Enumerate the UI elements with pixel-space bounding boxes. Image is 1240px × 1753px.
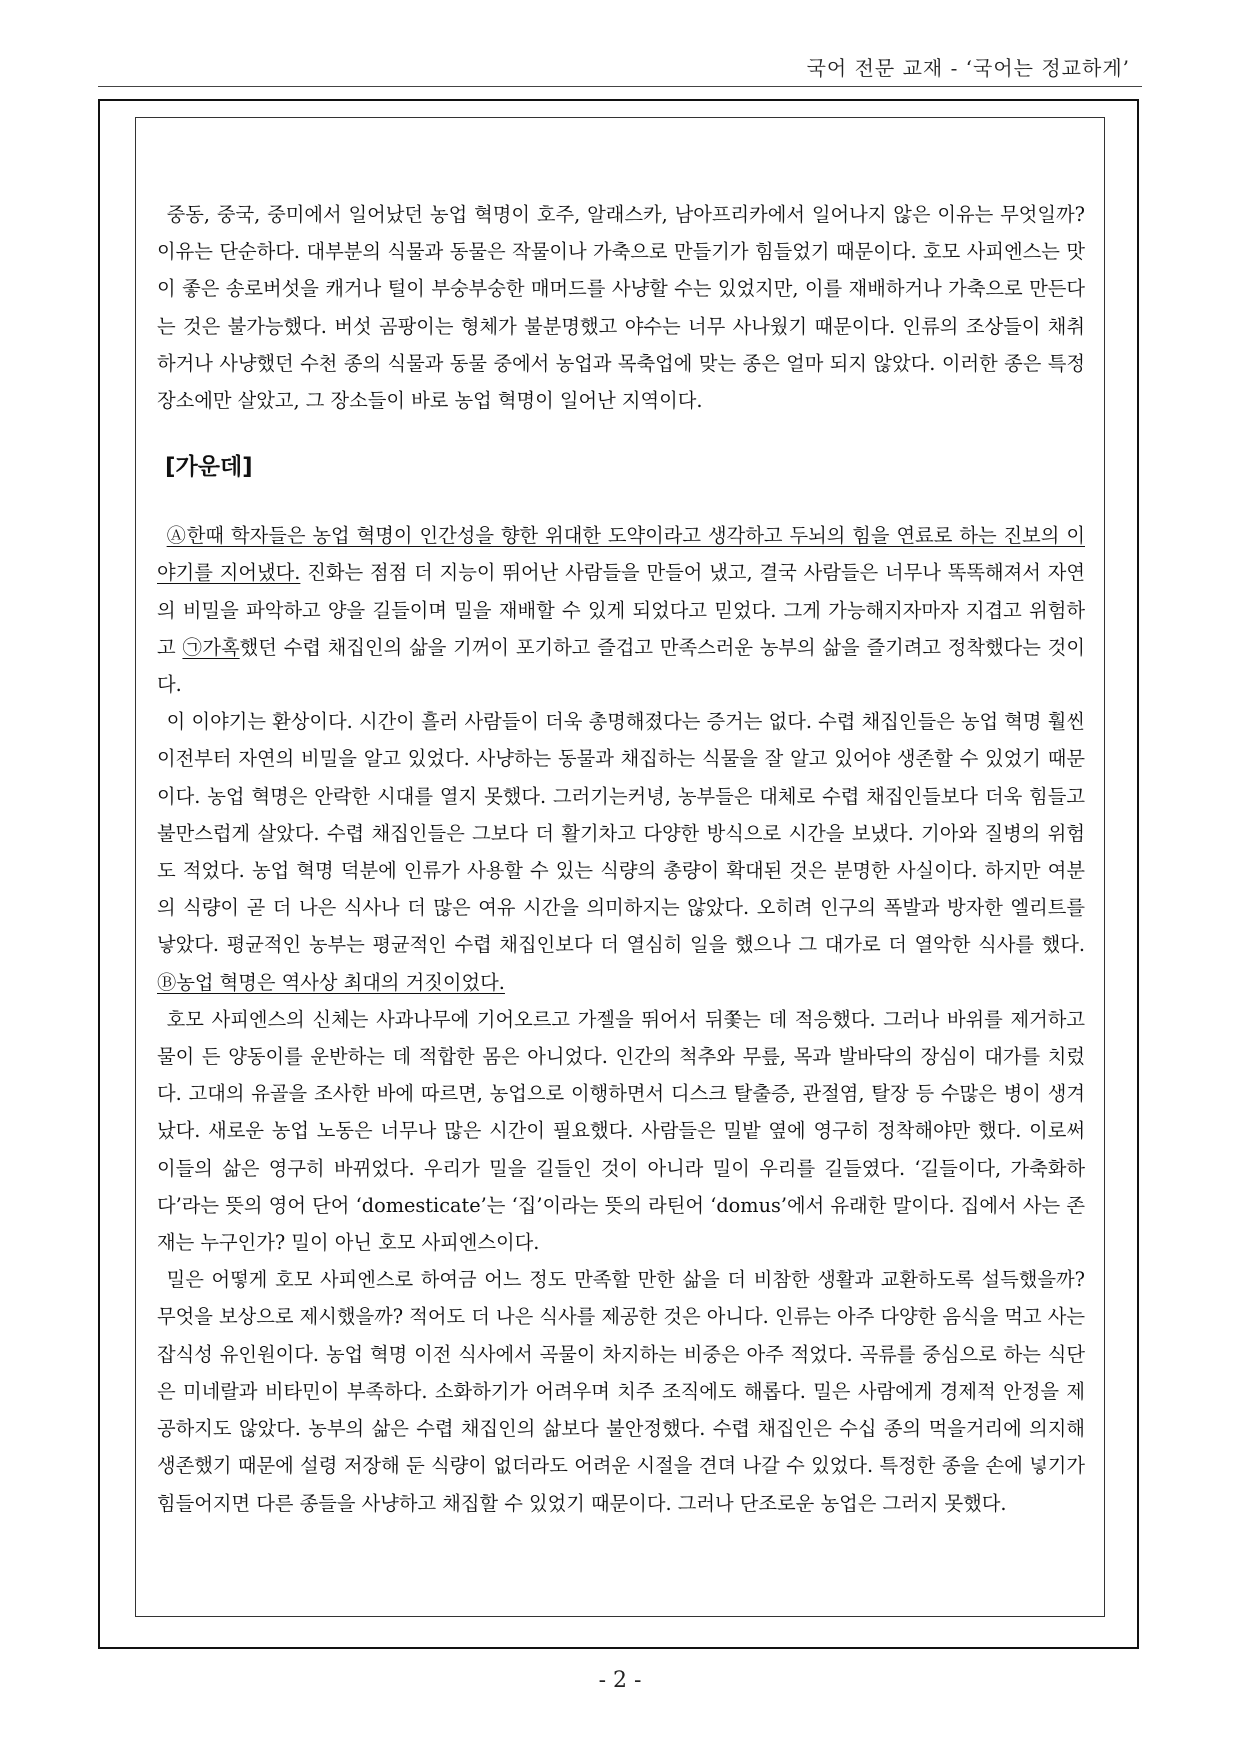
page-number: - 2 - — [598, 1668, 642, 1693]
paragraph-1 — [157, 517, 1085, 703]
passage-body — [157, 196, 1085, 1522]
section-heading-middle: [가운데] — [165, 454, 253, 481]
underlined-word-mark-1: ㉠가혹 — [182, 635, 240, 659]
paragraph-4: 밀은 어떻게 호모 사피엔스로 하여금 어느 정도 만족할 만한 삶을 더 비참한 생활과 교환하도록 설득했을까? 무엇을 보상으로 제시했을까? 적어도 더 나은 식사를 제공한 것은 아니다. 인류는 아주 다양한 음식을 먹고 사는 잡식성 유인원이다. 농업 혁명 이전 식사에서 곡물이 차지하는 비중은 아주 적었다. 곡류를 중심으로 하는 식단은 미네랄과 비타민이 부족하다. 소화하기가 어려우며 치주 조직에도 해롭다. 밀은 사람에게 경제적 안정을 제공하지도 않았다. 농부의 삶은 수렵 채집인의 삶보다 불안정했다. 수렵 채집인은 수십 종의 먹을거리에 의지해 생존했기 때문에 설령 저장해 둔 식량이 없더라도 어려운 시절을 견뎌 나갈 수 있었다. 특정한 종을 손에 넣기가 힘들어지면 다른 종들을 사냥하고 채집할 수 있었기 때문이다. 그러나 단조로운 농업은 그러지 못했다. — [157, 1268, 1085, 1515]
underlined-phrase-b: Ⓑ농업 혁명은 역사상 최대의 거짓이었다. — [157, 970, 505, 994]
intro-paragraph: 중동, 중국, 중미에서 일어났던 농업 혁명이 호주, 알래스카, 남아프리카에서 일어나지 않은 이유는 무엇일까? 이유는 단순하다. 대부분의 식물과 동물은 작물이나 가축으로 만들기가 힘들었기 때문이다. 호모 사피엔스는 맛이 좋은 송로버섯을 캐거나 털이 부숭부숭한 매머드를 사냥할 수는 있었지만, 이를 재배하거나 가축으로 만든다는 것은 불가능했다. 버섯 곰팡이는 형체가 불분명했고 야수는 너무 사나웠기 때문이다. 인류의 조상들이 채취하거나 사냥했던 수천 종의 식물과 동물 중에서 농업과 목축업에 맞는 종은 얼마 되지 않았다. 이러한 종은 특정 장소에만 살았고, 그 장소들이 바로 농업 혁명이 일어난 지역이다. — [157, 203, 1085, 413]
document-header: 국어 전문 교재 - ‘국어는 정교하게’ — [806, 56, 1130, 80]
paragraph-2-text: 이 이야기는 환상이다. 시간이 흘러 사람들이 더욱 총명해졌다는 증거는 없다. 수렵 채집인들은 농업 혁명 훨씬 이전부터 자연의 비밀을 알고 있었다. 사냥하는 동물과 채집하는 식물을 잘 알고 있어야 생존할 수 있었기 때문이다. 농업 혁명은 안락한 시대를 열지 못했다. 그러기는커녕, 농부들은 대체로 수렵 채집인들보다 더욱 힘들고 불만스럽게 살았다. 수렵 채집인들은 그보다 더 활기차고 다양한 방식으로 시간을 보냈다. 기아와 질병의 위험도 적었다. 농업 혁명 덕분에 인류가 사용할 수 있는 식량의 총량이 확대된 것은 분명한 사실이다. 하지만 여분의 식량이 곧 더 나은 식사나 더 많은 여유 시간을 의미하지는 않았다. 오히려 인구의 폭발과 방자한 엘리트를 낳았다. 평균적인 농부는 평균적인 수렵 채집인보다 더 열심히 일을 했으나 그 대가로 더 열악한 식사를 했다. — [157, 710, 1085, 957]
header-divider — [98, 86, 1142, 87]
paragraph-1-text-2: 했던 수렵 채집인의 삶을 기꺼이 포기하고 즐겁고 만족스러운 농부의 삶을 즐기려고 정착했다는 것이다. — [157, 635, 1085, 697]
paragraph-1-text-1: 진화는 점점 더 지능이 뛰어난 사람들을 만들어 냈고, 결국 사람들은 너무나 똑똑해져서 자연의 비밀을 파악하고 양을 길들이며 밀을 재배할 수 있게 되었다고 믿었다. 그게 가능해지자마자 지겹고 위험하고 — [157, 561, 1086, 659]
paragraph-2 — [157, 703, 1085, 1001]
underlined-phrase-a: Ⓐ한때 학자들은 농업 혁명이 인간성을 향한 위대한 도약이라고 생각하고 두뇌의 힘을 연료로 하는 진보의 이야기를 지어냈다. — [157, 524, 1085, 585]
paragraph-3: 호모 사피엔스의 신체는 사과나무에 기어오르고 가젤을 뛰어서 뒤쫓는 데 적응했다. 그러나 바위를 제거하고 물이 든 양동이를 운반하는 데 적합한 몸은 아니었다. 인간의 척추와 무릎, 목과 발바닥의 장심이 대가를 치렀다. 고대의 유골을 조사한 바에 따르면, 농업으로 이행하면서 디스크 탈출증, 관절염, 탈장 등 수많은 병이 생겨났다. 새로운 농업 노동은 너무나 많은 시간이 필요했다. 사람들은 밀밭 옆에 영구히 정착해야만 했다. 이로써 이들의 삶은 영구히 바뀌었다. 우리가 밀을 길들인 것이 아니라 밀이 우리를 길들였다. ‘길들이다, 가축화하다’라는 뜻의 영어 단어 ‘domesticate’는 ‘집’이라는 뜻의 라틴어 ‘domus’에서 유래한 말이다. 집에서 사는 존재는 누구인가? 밀이 아닌 호모 사피엔스이다. — [157, 1007, 1085, 1255]
